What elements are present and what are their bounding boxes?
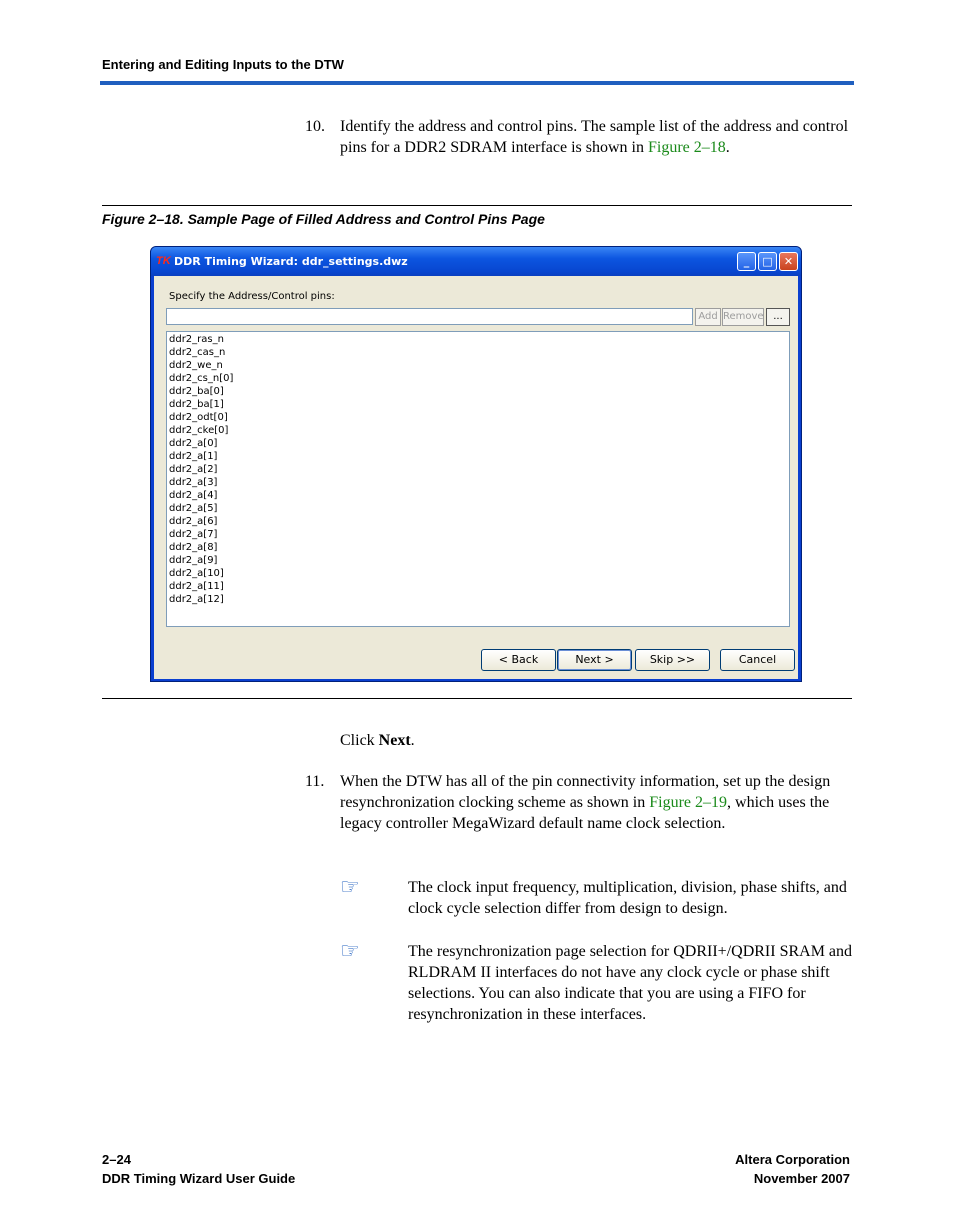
pin-list[interactable]: [166, 331, 790, 627]
pin-name-input[interactable]: [166, 308, 693, 325]
step-text: [340, 771, 852, 834]
pin-list-item[interactable]: ddr2_a[9]: [169, 555, 218, 566]
pin-list-item[interactable]: ddr2_cs_n[0]: [169, 373, 234, 384]
pin-list-item[interactable]: ddr2_a[4]: [169, 490, 218, 501]
step-number: 11.: [305, 773, 325, 790]
add-button[interactable]: Add: [695, 308, 721, 326]
pin-list-item[interactable]: ddr2_a[10]: [169, 568, 224, 579]
page-number: 2–24: [102, 1152, 131, 1167]
pin-list-item[interactable]: ddr2_a[5]: [169, 503, 218, 514]
pin-list-item[interactable]: ddr2_odt[0]: [169, 412, 228, 423]
guide-title: DDR Timing Wizard User Guide: [102, 1171, 296, 1186]
header-rule: [100, 81, 854, 85]
pin-list-item[interactable]: ddr2_a[0]: [169, 438, 218, 449]
back-button[interactable]: < Back: [481, 649, 556, 671]
pin-list-item[interactable]: ddr2_a[8]: [169, 542, 218, 553]
publication-date: November 2007: [753, 1171, 850, 1186]
step-text-body: Identify the address and control pins. The sample list of the address and control pins for a DDR2 SDRAM interface is shown in: [340, 118, 849, 156]
pin-list-item[interactable]: ddr2_cke[0]: [169, 425, 229, 436]
pin-list-item[interactable]: ddr2_a[3]: [169, 477, 218, 488]
step-text-a: When the DTW has all of the pin connectivity information, set up the design resynchronization clocking scheme as shown in: [340, 773, 831, 811]
pointing-hand-icon: ☞: [340, 875, 360, 900]
dialog-title: DDR Timing Wizard: ddr_settings.dwz: [174, 255, 408, 268]
note-text: The resynchronization page selection for QDRII+/QDRII SRAM and RLDRAM II interfaces do not have any clock cycle or phase shift selections. You can also indicate that you are using a FIFO for resynchronization in these interfaces.: [408, 943, 853, 1023]
company-name: Altera Corporation: [735, 1152, 850, 1167]
dialog-titlebar[interactable]: [151, 247, 801, 276]
note-text: The clock input frequency, multiplication, division, phase shifts, and clock cycle selection differ from design to design.: [408, 879, 847, 917]
pin-list-item[interactable]: ddr2_ba[0]: [169, 386, 224, 397]
footer-right: [735, 1150, 850, 1188]
click-next-suffix: .: [410, 732, 415, 749]
figure-link[interactable]: Figure 2–19: [649, 794, 728, 811]
maximize-icon[interactable]: □: [758, 252, 777, 271]
next-button[interactable]: Next >: [557, 649, 632, 671]
pin-list-item[interactable]: ddr2_ras_n: [169, 334, 224, 345]
click-next-bold: Next: [378, 732, 411, 749]
footer-left: [102, 1150, 295, 1188]
pointing-hand-icon: ☞: [340, 939, 360, 964]
pin-list-item[interactable]: ddr2_a[12]: [169, 594, 224, 605]
pin-list-item[interactable]: ddr2_cas_n: [169, 347, 226, 358]
pin-list-item[interactable]: ddr2_a[11]: [169, 581, 224, 592]
figure-top-rule: [102, 205, 852, 206]
minimize-icon[interactable]: _: [737, 252, 756, 271]
pin-list-item[interactable]: ddr2_a[6]: [169, 516, 218, 527]
step-text-tail: .: [725, 139, 730, 156]
dialog-client: [154, 276, 798, 679]
figure-caption: Figure 2–18. Sample Page of Filled Address and Control Pins Page: [102, 211, 545, 227]
specify-pins-label: Specify the Address/Control pins:: [169, 291, 335, 302]
step-text: [340, 116, 852, 158]
pin-list-item[interactable]: ddr2_we_n: [169, 360, 223, 371]
running-head: Entering and Editing Inputs to the DTW: [102, 57, 344, 72]
close-icon[interactable]: ✕: [779, 252, 798, 271]
step-number: 10.: [305, 118, 325, 135]
cancel-button[interactable]: Cancel: [720, 649, 795, 671]
pin-list-item[interactable]: ddr2_a[1]: [169, 451, 218, 462]
click-next-prefix: Click: [340, 732, 379, 749]
remove-button[interactable]: Remove: [722, 308, 764, 326]
pin-list-item[interactable]: ddr2_ba[1]: [169, 399, 224, 410]
app-logo-icon: TK: [156, 255, 171, 267]
skip-button[interactable]: Skip >>: [635, 649, 710, 671]
browse-button[interactable]: ...: [766, 308, 790, 326]
figure-link[interactable]: Figure 2–18: [647, 139, 726, 156]
wizard-dialog: [150, 246, 802, 682]
pin-list-item[interactable]: ddr2_a[2]: [169, 464, 218, 475]
figure-bottom-rule: [102, 698, 852, 699]
pin-list-item[interactable]: ddr2_a[7]: [169, 529, 218, 540]
step-text-b: , which uses the legacy controller MegaWizard default name clock selection.: [340, 794, 830, 832]
click-next-text: [340, 730, 415, 751]
